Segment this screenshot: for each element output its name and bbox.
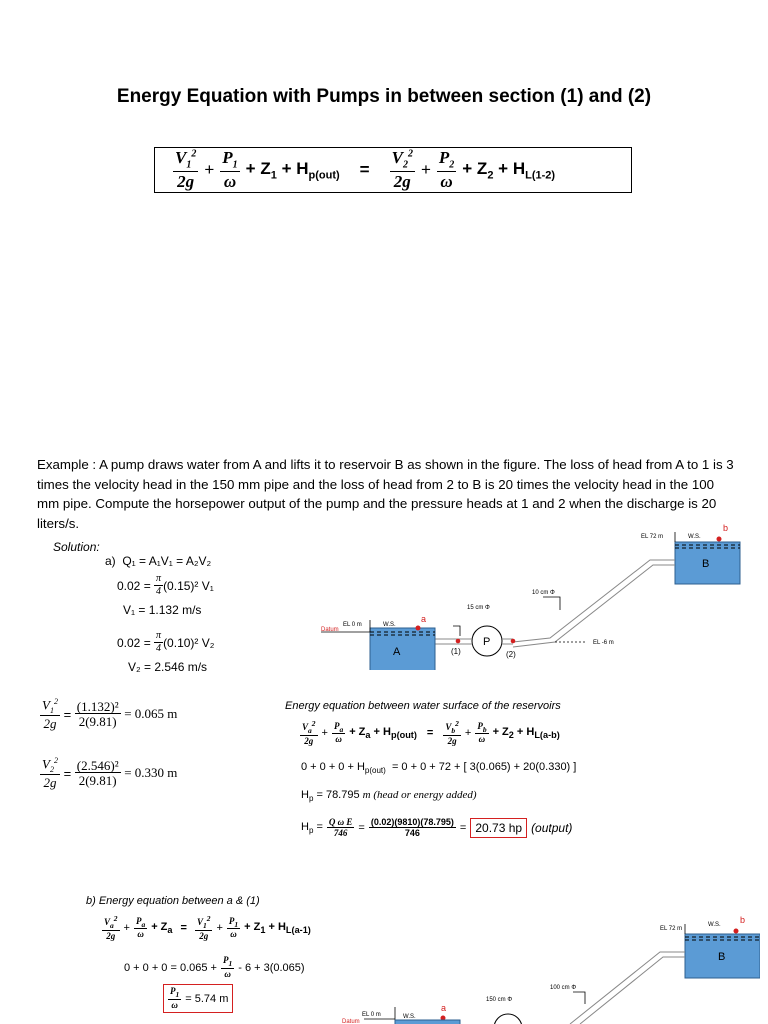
energy-eq-reservoirs: $\frac{V_a^2}{2g}$ + $\frac{P_a}{\omega}$ + $Z_a + H_{p(out)}$ = $\frac{V_b^2}{2g}$ + $\frac{P_b}{\omega}$ + $Z_2 + H_{L(a-b)}$	[302, 719, 560, 746]
energy-eq-substituted: $0 + 0 + 0 + H_{p(out)} = 0 + 0 + 72$ + [ 3(0.065) + 20(0.330) ]	[301, 761, 577, 776]
velocity-head-1: $\frac{V_1^2}{2g}$	[175, 148, 197, 192]
section-2-marker	[511, 639, 516, 644]
velocity-head-2: $\frac{V_2^2}{2g}$	[391, 148, 413, 192]
reservoir-a-label: A	[393, 646, 401, 658]
pipe-100mm-label: 10 cm Φ	[532, 590, 555, 596]
horsepower-result: 20.73 hp	[470, 818, 527, 838]
point-a-label: a	[421, 614, 427, 624]
solution-a-continuity: a) Q₁ = A₁V₁ = A₂V₂	[105, 554, 212, 568]
svg-text:EL 72 m: EL 72 m	[660, 926, 683, 932]
section-2-label: (2)	[506, 650, 516, 659]
svg-text:EL 0 m: EL 0 m	[362, 1012, 381, 1018]
energy-eq-heading: Energy equation between water surface of the reservoirs	[285, 700, 561, 712]
svg-text:B: B	[718, 951, 726, 963]
solution-label: Solution:	[53, 540, 100, 554]
point-b-marker	[717, 537, 722, 542]
v1-result: V₁ = 1.132 m/s	[123, 603, 202, 617]
solution-a-line2: 0.02 = $\frac{\pi}{4}$ (0.10)² V₂	[117, 630, 215, 654]
pressure-head-2: $\frac{P_2}{\omega}$	[438, 148, 455, 192]
horsepower-calc: $H_p$ = $\frac{\text{Q ω E}}{746}$ = $\frac{(0.02)(9810)(78.795)}{746}$ = 20.73 hp (output)	[301, 817, 573, 839]
pump-system-diagram	[315, 520, 750, 670]
v2-result: V₂ = 2.546 m/s	[128, 660, 208, 674]
pressure-head-1: $\frac{P_1}{\omega}$	[222, 148, 238, 192]
svg-text:a: a	[441, 1003, 447, 1013]
part-b-equation: $\frac{V_a^2}{2g}$ + $\frac{P_a}{\omega}$ + $Z_a$ = $\frac{V_1^2}{2g}$ + $\frac{P_1}{\omega}$ + $Z_1 + H_{L(a-1)}$	[104, 914, 311, 941]
ws-label-a: W.S.	[383, 622, 396, 628]
pipe-150mm-label: 15 cm Φ	[467, 605, 490, 611]
reservoir-b-label: B	[702, 558, 710, 570]
pressure-head-1-result: $\frac{P_1}{\omega}$ = 5.74 m	[163, 984, 233, 1013]
reservoir-a	[370, 628, 435, 670]
el-72-label: EL 72 m	[641, 534, 664, 540]
svg-text:Datum: Datum	[342, 1019, 360, 1024]
hp-value: $H_p = 78.795$ m (head or energy added)	[301, 789, 477, 804]
el-0-label: EL 0 m	[343, 622, 362, 628]
svg-text:100 cm Φ: 100 cm Φ	[550, 985, 577, 991]
velocity-head-1-calc: $\frac{V_1^2}{2g}$ = $\frac{\text{(1.132)²}}{2(9.81)}$ = 0.065 m	[42, 697, 178, 732]
point-b-label: b	[723, 523, 729, 533]
part-b-heading: b) Energy equation between a & (1)	[86, 895, 260, 907]
part-b-substituted: 0 + 0 + 0 = 0.065 + $\frac{P_1}{\omega}$ - 6 + 3(0.065)	[124, 955, 305, 979]
svg-text:W.S.: W.S.	[403, 1014, 416, 1020]
main-equation-box: $\frac{V_1^2}{2g}$ + $\frac{P_1}{\omega}$ + $Z_1 + H_{p(out)}$ = $\frac{V_2^2}{2g}$ + $\frac{P_2}{\omega}$ + $Z_2 + H_{L(1-2)}$	[154, 147, 632, 193]
example-problem-text: Example : A pump draws water from A and lifts it to reservoir B as shown in the figure. The loss of head from A to 1 is 3 times the velocity head in the 150 mm pipe and the loss of head from 2 to B is 20 times the velocity head in the 100 mm pipe. Compute the horsepower output of the pump and the pressure heads at 1 and 2 when the discharge is 20 liters/s.	[37, 457, 734, 531]
ws-label-b: W.S.	[688, 534, 701, 540]
section-1-label: (1)	[451, 647, 461, 656]
el-neg6-label: EL -6 m	[593, 640, 614, 646]
pump-system-diagram-2	[340, 912, 760, 1024]
velocity-head-2-calc: $\frac{V_2^2}{2g}$ = $\frac{\text{(2.546)²}}{2(9.81)}$ = 0.330 m	[42, 756, 178, 791]
solution-a-line1: 0.02 = $\frac{\pi}{4}$ (0.15)² V₁	[117, 573, 214, 597]
point-a-marker	[416, 626, 421, 631]
svg-text:150 cm Φ: 150 cm Φ	[486, 997, 513, 1003]
page-title: Energy Equation with Pumps in between section (1) and (2)	[116, 86, 652, 107]
section-1-marker	[456, 639, 461, 644]
pump-label: P	[483, 636, 491, 648]
datum-label: Datum	[321, 627, 339, 633]
svg-text:W.S.: W.S.	[708, 922, 721, 928]
svg-text:b: b	[740, 915, 746, 925]
